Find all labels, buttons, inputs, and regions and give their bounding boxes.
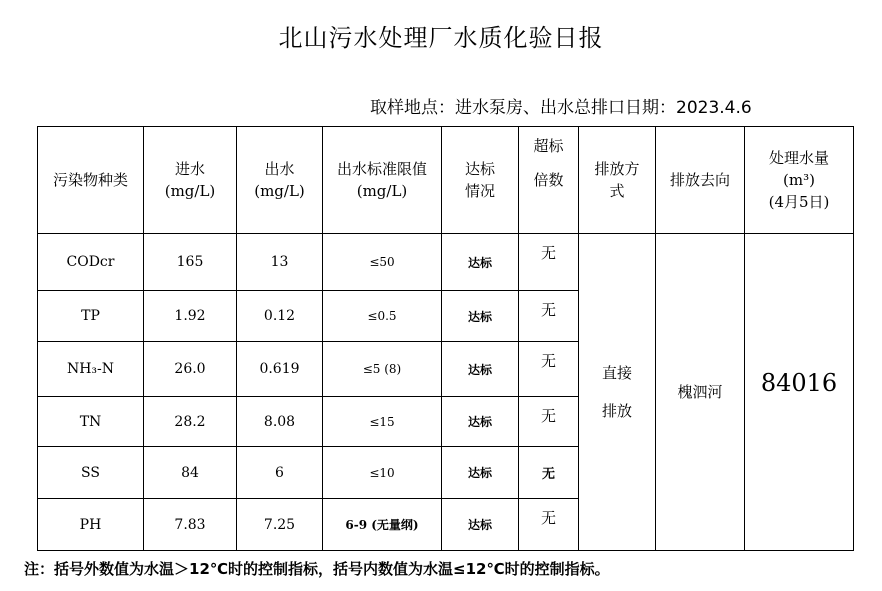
effluent-value: 0.12 bbox=[237, 291, 323, 342]
exceed-value: 无 bbox=[519, 447, 579, 499]
header-exceed: 超标 倍数 bbox=[519, 127, 579, 234]
status-value: 达标 bbox=[442, 397, 519, 447]
limit-value: ≤0.5 bbox=[323, 291, 442, 342]
discharge-method: 直接 排放 bbox=[579, 234, 656, 551]
pollutant-name: SS bbox=[38, 447, 144, 499]
header-pollutant: 污染物种类 bbox=[38, 127, 144, 234]
status-value: 达标 bbox=[442, 234, 519, 291]
water-quality-table bbox=[37, 126, 854, 551]
header-effluent: 出水 (mg/L) bbox=[237, 127, 323, 234]
header-limit: 出水标准限值 (mg/L) bbox=[323, 127, 442, 234]
status-value: 达标 bbox=[442, 342, 519, 397]
limit-value: ≤50 bbox=[323, 234, 442, 291]
limit-value: ≤15 bbox=[323, 397, 442, 447]
exceed-value: 无 bbox=[519, 234, 579, 291]
header-discharge-method: 排放方 式 bbox=[579, 127, 656, 234]
report-title: 北山污水处理厂水质化验日报 bbox=[278, 24, 604, 52]
discharge-destination: 槐泗河 bbox=[656, 234, 745, 551]
pollutant-name: TP bbox=[38, 291, 144, 342]
table-row bbox=[38, 234, 854, 291]
effluent-value: 13 bbox=[237, 234, 323, 291]
exceed-value: 无 bbox=[519, 397, 579, 447]
influent-value: 1.92 bbox=[144, 291, 237, 342]
pollutant-name: PH bbox=[38, 499, 144, 551]
header-influent: 进水 (mg/L) bbox=[144, 127, 237, 234]
influent-value: 26.0 bbox=[144, 342, 237, 397]
effluent-value: 6 bbox=[237, 447, 323, 499]
influent-value: 28.2 bbox=[144, 397, 237, 447]
effluent-value: 8.08 bbox=[237, 397, 323, 447]
effluent-value: 7.25 bbox=[237, 499, 323, 551]
influent-value: 84 bbox=[144, 447, 237, 499]
limit-value: ≤10 bbox=[323, 447, 442, 499]
limit-value: 6-9 (无量纲) bbox=[323, 499, 442, 551]
pollutant-name: NH₃-N bbox=[38, 342, 144, 397]
header-row bbox=[38, 127, 854, 234]
effluent-value: 0.619 bbox=[237, 342, 323, 397]
footnote: 注：括号外数值为水温＞12℃时的控制指标，括号内数值为水温≤12℃时的控制指标。 bbox=[24, 560, 610, 578]
influent-value: 165 bbox=[144, 234, 237, 291]
exceed-value: 无 bbox=[519, 499, 579, 551]
header-status: 达标 情况 bbox=[442, 127, 519, 234]
exceed-value: 无 bbox=[519, 342, 579, 397]
status-value: 达标 bbox=[442, 447, 519, 499]
influent-value: 7.83 bbox=[144, 499, 237, 551]
status-value: 达标 bbox=[442, 291, 519, 342]
status-value: 达标 bbox=[442, 499, 519, 551]
exceed-value: 无 bbox=[519, 291, 579, 342]
limit-value: ≤5 (8) bbox=[323, 342, 442, 397]
header-destination: 排放去向 bbox=[656, 127, 745, 234]
sampling-info: 取样地点：进水泵房、出水总排口日期：2023.4.6 bbox=[370, 98, 752, 118]
treated-volume: 84016 bbox=[745, 234, 854, 551]
pollutant-name: CODcr bbox=[38, 234, 144, 291]
pollutant-name: TN bbox=[38, 397, 144, 447]
header-volume: 处理水量 (m³) (4月5日) bbox=[745, 127, 854, 234]
